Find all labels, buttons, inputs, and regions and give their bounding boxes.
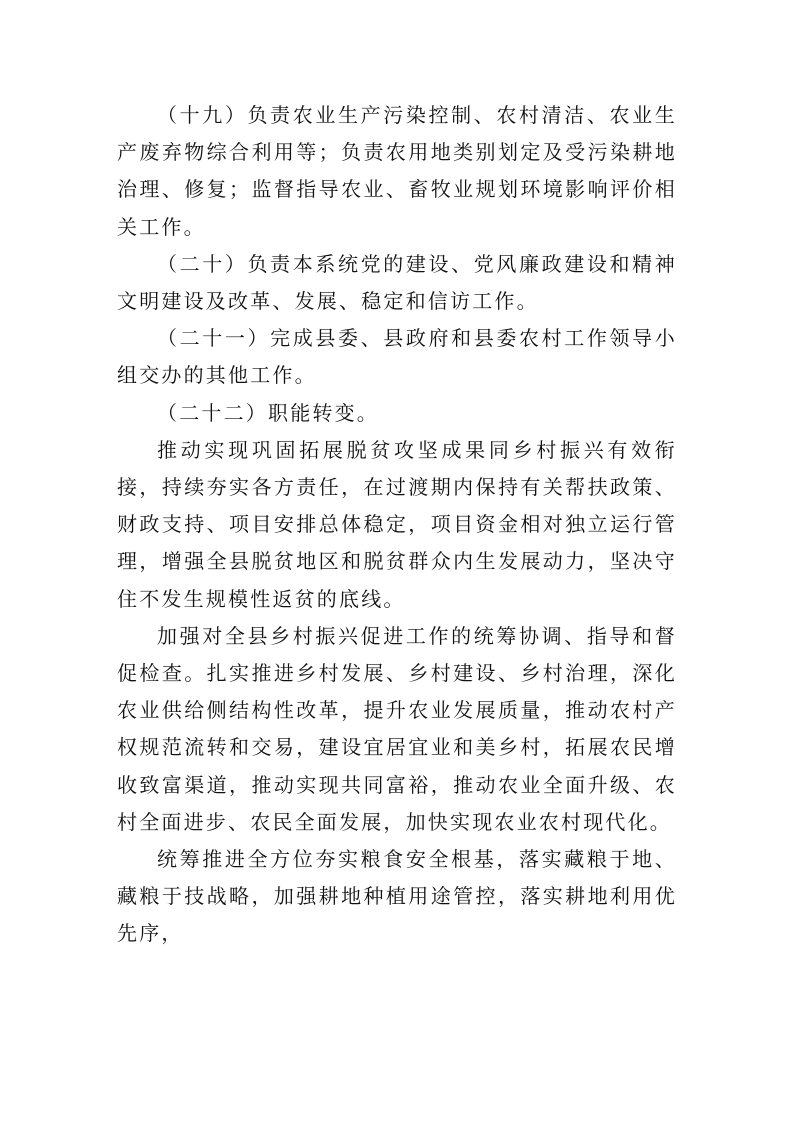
paragraph-food-security: 统筹推进全方位夯实粮食安全根基，落实藏粮于地、藏粮于技战略，加强耕地种植用途管控，落实耕地利用优先序，: [117, 847, 677, 946]
paragraph-poverty-alleviation: 推动实现巩固拓展脱贫攻坚成果同乡村振兴有效衔接，持续夯实各方责任，在过渡期内保持有关帮扶政策、财政支持、项目安排总体稳定，项目资金相对独立运行管理，增强全县脱贫地区和脱贫群众内生发展动力，坚决守住不发生规模性返贫的底线。: [117, 437, 677, 611]
paragraph-19: （十九）负责农业生产污染控制、农村清洁、农业生产废弃物综合利用等；负责农用地类别划定及受污染耕地治理、修复；监督指导农业、畜牧业规划环境影响评价相关工作。: [117, 103, 677, 239]
paragraph-20: （二十）负责本系统党的建设、党风廉政建设和精神文明建设及改革、发展、稳定和信访工作。: [117, 251, 677, 314]
paragraph-22-heading: （二十二）职能转变。: [157, 400, 379, 425]
paragraph-rural-revitalization: 加强对全县乡村振兴促进工作的统筹协调、指导和督促检查。扎实推进乡村发展、乡村建设、乡村治理，深化农业供给侧结构性改革，提升农业发展质量，推动农村产权规范流转和交易，建设宜居宜业和美乡村，拓展农民增收致富渠道，推动实现共同富裕，推动农业全面升级、农村全面进步、农民全面发展，加快实现农业农村现代化。: [117, 623, 677, 834]
paragraph-21: （二十一）完成县委、县政府和县委农村工作领导小组交办的其他工作。: [117, 326, 677, 388]
document-page: [117, 97, 677, 953]
